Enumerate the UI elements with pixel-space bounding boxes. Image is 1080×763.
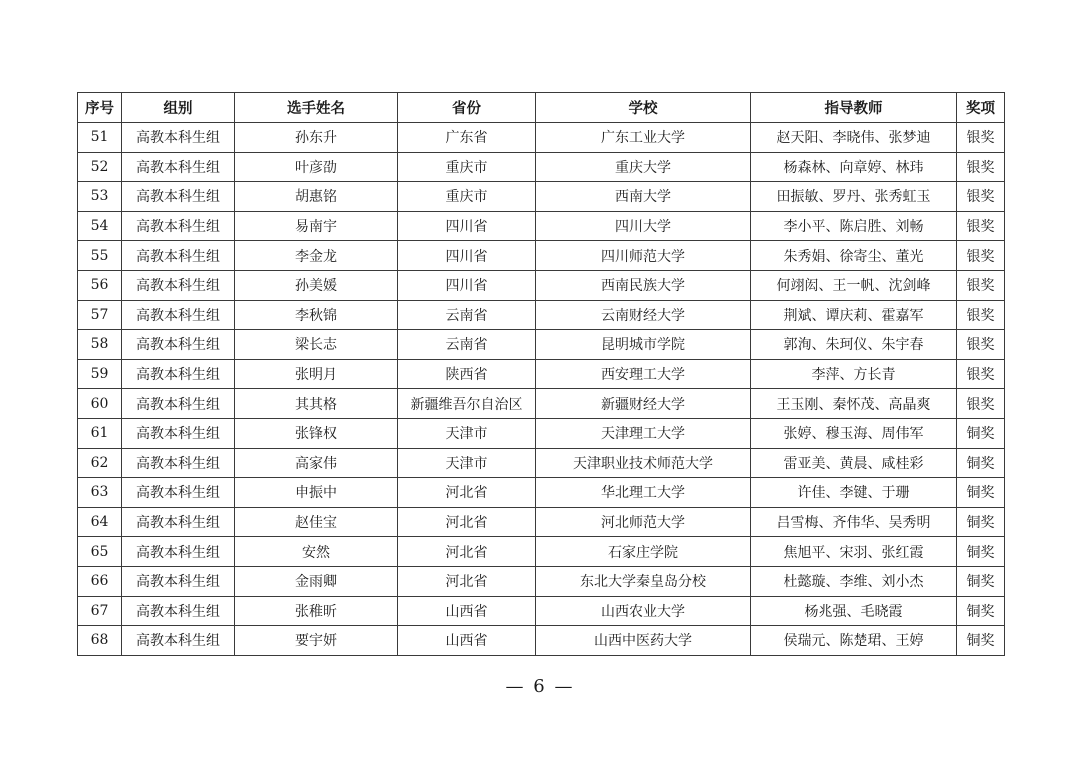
table-row — [78, 566, 1005, 596]
cell-school: 东北大学秦皇岛分校 — [536, 566, 751, 596]
table-row — [78, 418, 1005, 448]
cell-contestant-name: 胡惠铭 — [235, 182, 398, 212]
cell-number: 51 — [78, 123, 122, 153]
cell-award: 银奖 — [957, 152, 1005, 182]
table-row — [78, 270, 1005, 300]
cell-province: 山西省 — [398, 596, 536, 626]
table-body — [78, 123, 1005, 656]
cell-number: 66 — [78, 566, 122, 596]
cell-province: 河北省 — [398, 507, 536, 537]
header-group: 组别 — [122, 93, 235, 123]
cell-number: 68 — [78, 626, 122, 656]
cell-contestant-name: 孙美媛 — [235, 270, 398, 300]
cell-contestant-name: 其其格 — [235, 389, 398, 419]
cell-advisors: 焦旭平、宋羽、张红霞 — [751, 537, 957, 567]
cell-contestant-name: 张稚昕 — [235, 596, 398, 626]
cell-number: 53 — [78, 182, 122, 212]
cell-number: 59 — [78, 359, 122, 389]
cell-award: 铜奖 — [957, 418, 1005, 448]
cell-province: 河北省 — [398, 566, 536, 596]
cell-school: 山西中医药大学 — [536, 626, 751, 656]
cell-award: 银奖 — [957, 359, 1005, 389]
cell-school: 西南民族大学 — [536, 270, 751, 300]
awards-table — [77, 92, 1005, 656]
cell-school: 石家庄学院 — [536, 537, 751, 567]
cell-contestant-name: 安然 — [235, 537, 398, 567]
cell-advisors: 李萍、方长青 — [751, 359, 957, 389]
cell-contestant-name: 梁长志 — [235, 330, 398, 360]
cell-province: 陕西省 — [398, 359, 536, 389]
table-row — [78, 389, 1005, 419]
cell-award: 银奖 — [957, 241, 1005, 271]
page-number: — 6 — — [505, 676, 575, 697]
cell-school: 广东工业大学 — [536, 123, 751, 153]
cell-group: 高教本科生组 — [122, 152, 235, 182]
cell-group: 高教本科生组 — [122, 626, 235, 656]
cell-school: 四川师范大学 — [536, 241, 751, 271]
cell-contestant-name: 金雨卿 — [235, 566, 398, 596]
cell-contestant-name: 高家伟 — [235, 448, 398, 478]
cell-school: 天津职业技术师范大学 — [536, 448, 751, 478]
cell-group: 高教本科生组 — [122, 270, 235, 300]
cell-contestant-name: 张锋权 — [235, 418, 398, 448]
cell-award: 铜奖 — [957, 596, 1005, 626]
cell-number: 55 — [78, 241, 122, 271]
cell-contestant-name: 易南宇 — [235, 211, 398, 241]
cell-school: 重庆大学 — [536, 152, 751, 182]
cell-advisors: 杨兆强、毛晓霞 — [751, 596, 957, 626]
cell-province: 河北省 — [398, 537, 536, 567]
cell-number: 63 — [78, 478, 122, 508]
cell-group: 高教本科生组 — [122, 389, 235, 419]
cell-number: 65 — [78, 537, 122, 567]
cell-award: 铜奖 — [957, 507, 1005, 537]
cell-advisors: 李小平、陈启胜、刘畅 — [751, 211, 957, 241]
cell-contestant-name: 赵佳宝 — [235, 507, 398, 537]
cell-province: 重庆市 — [398, 182, 536, 212]
cell-school: 河北师范大学 — [536, 507, 751, 537]
cell-group: 高教本科生组 — [122, 507, 235, 537]
header-advisors: 指导教师 — [751, 93, 957, 123]
header-number: 序号 — [78, 93, 122, 123]
cell-province: 四川省 — [398, 270, 536, 300]
table-row — [78, 241, 1005, 271]
cell-school: 云南财经大学 — [536, 300, 751, 330]
table-row — [78, 182, 1005, 212]
cell-school: 昆明城市学院 — [536, 330, 751, 360]
cell-advisors: 许佳、李键、于珊 — [751, 478, 957, 508]
cell-school: 西安理工大学 — [536, 359, 751, 389]
cell-advisors: 杜懿璇、李维、刘小杰 — [751, 566, 957, 596]
cell-number: 64 — [78, 507, 122, 537]
cell-province: 天津市 — [398, 448, 536, 478]
cell-contestant-name: 张明月 — [235, 359, 398, 389]
cell-award: 银奖 — [957, 211, 1005, 241]
cell-school: 山西农业大学 — [536, 596, 751, 626]
cell-contestant-name: 李秋锦 — [235, 300, 398, 330]
cell-advisors: 雷亚美、黄晨、咸桂彩 — [751, 448, 957, 478]
table-row — [78, 123, 1005, 153]
cell-award: 银奖 — [957, 389, 1005, 419]
cell-number: 67 — [78, 596, 122, 626]
cell-school: 西南大学 — [536, 182, 751, 212]
table-row — [78, 330, 1005, 360]
cell-province: 四川省 — [398, 211, 536, 241]
cell-advisors: 田振敏、罗丹、张秀虹玉 — [751, 182, 957, 212]
table-row — [78, 448, 1005, 478]
cell-contestant-name: 申振中 — [235, 478, 398, 508]
cell-advisors: 郭洵、朱珂仪、朱宇春 — [751, 330, 957, 360]
cell-province: 山西省 — [398, 626, 536, 656]
cell-advisors: 张婷、穆玉海、周伟军 — [751, 418, 957, 448]
cell-group: 高教本科生组 — [122, 211, 235, 241]
header-school: 学校 — [536, 93, 751, 123]
table-row — [78, 507, 1005, 537]
cell-group: 高教本科生组 — [122, 330, 235, 360]
cell-number: 56 — [78, 270, 122, 300]
table-row — [78, 152, 1005, 182]
header-contestant-name: 选手姓名 — [235, 93, 398, 123]
cell-award: 铜奖 — [957, 478, 1005, 508]
cell-award: 铜奖 — [957, 448, 1005, 478]
cell-province: 云南省 — [398, 300, 536, 330]
cell-number: 54 — [78, 211, 122, 241]
cell-award: 银奖 — [957, 330, 1005, 360]
cell-province: 新疆维吾尔自治区 — [398, 389, 536, 419]
cell-group: 高教本科生组 — [122, 418, 235, 448]
cell-advisors: 何翊闳、王一帆、沈剑峰 — [751, 270, 957, 300]
table-row — [78, 596, 1005, 626]
cell-advisors: 侯瑞元、陈楚珺、王婷 — [751, 626, 957, 656]
header-row — [78, 93, 1005, 123]
cell-number: 60 — [78, 389, 122, 419]
cell-group: 高教本科生组 — [122, 241, 235, 271]
cell-award: 铜奖 — [957, 537, 1005, 567]
cell-province: 河北省 — [398, 478, 536, 508]
cell-number: 61 — [78, 418, 122, 448]
cell-group: 高教本科生组 — [122, 359, 235, 389]
cell-advisors: 赵天阳、李晓伟、张梦迪 — [751, 123, 957, 153]
cell-contestant-name: 要宇妍 — [235, 626, 398, 656]
cell-province: 重庆市 — [398, 152, 536, 182]
cell-school: 天津理工大学 — [536, 418, 751, 448]
header-province: 省份 — [398, 93, 536, 123]
cell-award: 银奖 — [957, 123, 1005, 153]
cell-group: 高教本科生组 — [122, 537, 235, 567]
cell-school: 四川大学 — [536, 211, 751, 241]
cell-contestant-name: 叶彦劭 — [235, 152, 398, 182]
cell-advisors: 王玉刚、秦怀茂、高晶爽 — [751, 389, 957, 419]
cell-contestant-name: 孙东升 — [235, 123, 398, 153]
cell-province: 广东省 — [398, 123, 536, 153]
table-header — [78, 93, 1005, 123]
cell-number: 58 — [78, 330, 122, 360]
cell-award: 银奖 — [957, 300, 1005, 330]
cell-group: 高教本科生组 — [122, 300, 235, 330]
cell-group: 高教本科生组 — [122, 182, 235, 212]
table-row — [78, 211, 1005, 241]
cell-advisors: 杨森林、向章婷、林玮 — [751, 152, 957, 182]
cell-group: 高教本科生组 — [122, 596, 235, 626]
cell-group: 高教本科生组 — [122, 478, 235, 508]
header-award: 奖项 — [957, 93, 1005, 123]
cell-group: 高教本科生组 — [122, 448, 235, 478]
table-row — [78, 626, 1005, 656]
cell-number: 52 — [78, 152, 122, 182]
cell-school: 华北理工大学 — [536, 478, 751, 508]
cell-group: 高教本科生组 — [122, 123, 235, 153]
table-row — [78, 478, 1005, 508]
cell-award: 铜奖 — [957, 566, 1005, 596]
cell-province: 天津市 — [398, 418, 536, 448]
cell-contestant-name: 李金龙 — [235, 241, 398, 271]
cell-award: 铜奖 — [957, 626, 1005, 656]
cell-advisors: 吕雪梅、齐伟华、吴秀明 — [751, 507, 957, 537]
cell-award: 银奖 — [957, 270, 1005, 300]
table-row — [78, 537, 1005, 567]
cell-province: 四川省 — [398, 241, 536, 271]
cell-advisors: 荆斌、谭庆莉、霍嘉军 — [751, 300, 957, 330]
cell-number: 62 — [78, 448, 122, 478]
table-row — [78, 300, 1005, 330]
cell-group: 高教本科生组 — [122, 566, 235, 596]
cell-award: 银奖 — [957, 182, 1005, 212]
cell-advisors: 朱秀娟、徐寄尘、董光 — [751, 241, 957, 271]
cell-province: 云南省 — [398, 330, 536, 360]
cell-number: 57 — [78, 300, 122, 330]
cell-school: 新疆财经大学 — [536, 389, 751, 419]
table-row — [78, 359, 1005, 389]
